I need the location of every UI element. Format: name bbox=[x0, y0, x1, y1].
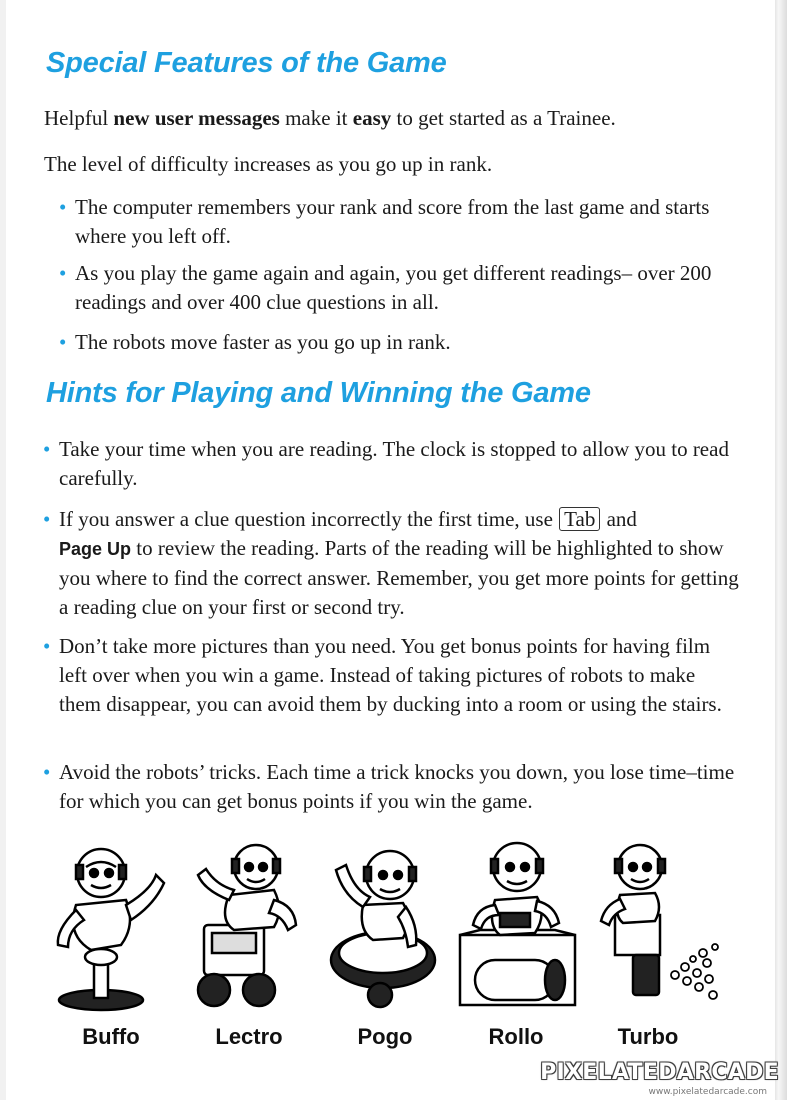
page-up-key: Page Up bbox=[59, 539, 132, 559]
robot-pogo-illustration bbox=[318, 835, 448, 1015]
features-heading: Special Features of the Game bbox=[46, 47, 447, 79]
robot-lectro-illustration bbox=[184, 835, 314, 1015]
robot-name-lectro: Lectro bbox=[215, 1024, 283, 1049]
hints-heading: Hints for Playing and Winning the Game bbox=[46, 377, 591, 409]
hints-bullet: • Avoid the robots’ tricks. Each time a trick knocks you down, you lose time–time for which you can get bonus points if you win the game. bbox=[43, 760, 735, 813]
robot-turbo-illustration bbox=[595, 835, 725, 1015]
bullet-dot: • bbox=[59, 261, 67, 285]
robot-buffo-illustration bbox=[46, 835, 176, 1015]
robot-name-turbo: Turbo bbox=[617, 1024, 679, 1049]
hints-bullet: • Don’t take more pictures than you need. You get bonus points for having film left over when you win a game. Instead of taking pictures of robots to make them disappear, you can avoid them by ducking into a room or using the stairs. bbox=[43, 634, 722, 716]
features-difficulty: The level of difficulty increases as you go up in rank. bbox=[44, 152, 493, 176]
tab-key: Tab bbox=[559, 507, 600, 531]
robot-name-pogo: Pogo bbox=[357, 1024, 413, 1049]
bullet-dot: • bbox=[43, 437, 51, 461]
page-right-edge bbox=[775, 0, 787, 1100]
hints-bullet: • If you answer a clue question incorrectly the first time, use Tab and Page Up to review the reading. Parts of the reading will be highlighted to show you where to find the correct answer. Remember, you get more points for getting a reading clue on your first or second try. bbox=[43, 507, 739, 619]
bullet-dot: • bbox=[43, 760, 51, 784]
features-intro: Helpful new user messages make it easy to get started as a Trainee. bbox=[44, 106, 616, 130]
features-bullet: • The robots move faster as you go up in rank. bbox=[75, 328, 740, 357]
page-left-edge bbox=[0, 0, 6, 1100]
bullet-dot: • bbox=[59, 195, 67, 219]
robot-name-rollo: Rollo bbox=[488, 1024, 544, 1049]
watermark-url: www.pixelatedarcade.com bbox=[648, 1087, 767, 1097]
robot-name-buffo: Buffo bbox=[82, 1024, 140, 1049]
hints-bullet: • Take your time when you are reading. The clock is stopped to allow you to read carefully. bbox=[43, 437, 729, 490]
features-bullet: • The computer remembers your rank and score from the last game and starts where you left off. bbox=[59, 195, 710, 248]
features-bullet: • As you play the game again and again, you get different readings– over 200 readings and over 400 clue questions in all. bbox=[59, 261, 712, 314]
bullet-dot: • bbox=[43, 634, 51, 658]
watermark-brand: PIXELATEDARCADE bbox=[540, 1060, 779, 1085]
robot-rollo-illustration bbox=[455, 835, 585, 1015]
bullet-dot: • bbox=[59, 330, 67, 354]
bullet-dot: • bbox=[43, 507, 51, 531]
